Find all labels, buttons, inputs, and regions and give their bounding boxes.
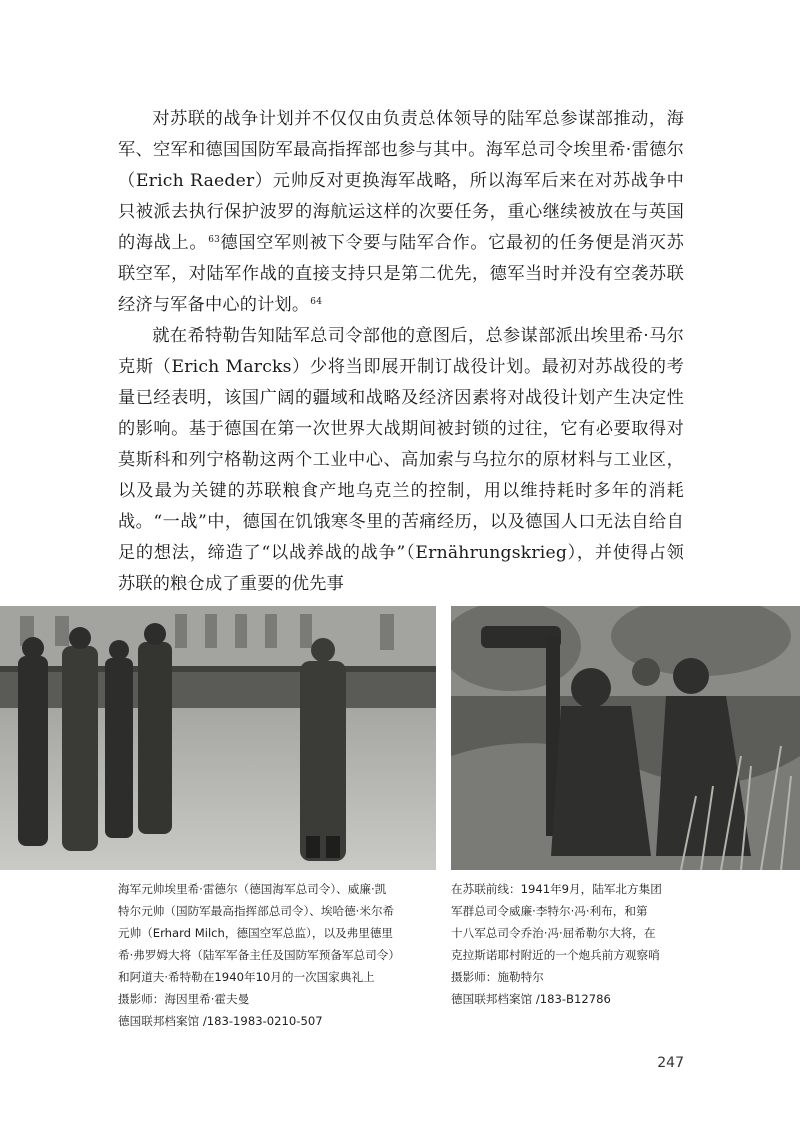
caption-left-line: 特尔元帅（国防军最高指挥部总司令）、埃哈德·米尔希 bbox=[118, 904, 395, 918]
caption-left-line: 希·弗罗姆大将（陆军军备主任及国防军预备军总司令） bbox=[118, 948, 400, 962]
caption-right-line: 克拉斯诺耶村附近的一个炮兵前方观察哨 bbox=[451, 948, 660, 962]
paragraph-1 bbox=[118, 104, 684, 321]
caption-left-archive: 德国联邦档案馆 /183-1983-0210-507 bbox=[118, 1014, 323, 1028]
photo-caption-left bbox=[118, 878, 436, 1032]
paragraph-1-part-2: 德国空军则被下令要与陆军合作。它最初的任务便是消灭苏联空军，对陆军作战的直接支持只是第二优先，德军当时并没有空袭苏联经济与军备中心的计划。 bbox=[118, 233, 684, 315]
caption-left-line: 和阿道夫·希特勒在1940年10月的一次国家典礼上 bbox=[118, 970, 375, 984]
footnote-ref-63[interactable]: 63 bbox=[208, 235, 221, 245]
ceremony-photo bbox=[0, 606, 436, 870]
paragraph-1-part-1: 对苏联的战争计划并不仅仅由负责总体领导的陆军总参谋部推动，海军、空军和德国国防军最高指挥部也参与其中。海军总司令埃里希·雷德尔（Erich Raeder）元帅反对更换海军战略，所以海军后来在对苏战争中只被派去执行保护波罗的海航运这样的次要任务，重心继续被放在与英国的海战上。 bbox=[118, 109, 684, 253]
page-number: 247 bbox=[657, 1055, 684, 1071]
caption-left-line: 元帅（Erhard Milch，德国空军总监），以及弗里德里 bbox=[118, 926, 394, 940]
caption-right-line: 十八军总司令乔治·冯·屈希勒尔大将，在 bbox=[451, 926, 656, 940]
caption-right-photographer: 摄影师：施勒特尔 bbox=[451, 970, 544, 984]
body-text bbox=[118, 104, 684, 600]
observation-post-photo bbox=[451, 606, 800, 870]
caption-right-line: 军群总司令威廉·李特尔·冯·利布，和第 bbox=[451, 904, 648, 918]
caption-right-archive: 德国联邦档案馆 /183-B12786 bbox=[451, 992, 611, 1006]
caption-right-line: 在苏联前线：1941年9月，陆军北方集团 bbox=[451, 882, 662, 896]
caption-left-line: 海军元帅埃里希·雷德尔（德国海军总司令）、威廉·凯 bbox=[118, 882, 387, 896]
footnote-ref-64[interactable]: 64 bbox=[310, 297, 323, 307]
caption-left-photographer: 摄影师：海因里希·霍夫曼 bbox=[118, 992, 250, 1006]
paragraph-2: 就在希特勒告知陆军总司令部他的意图后，总参谋部派出埃里希·马尔克斯（Erich Marcks）少将当即展开制订战役计划。最初对苏战役的考量已经表明，该国广阔的疆域和战略及经济因素将对战役计划产生决定性的影响。基于德国在第一次世界大战期间被封锁的过往，它有必要取得对莫斯科和列宁格勒这两个工业中心、高加索与乌拉尔的原材料与工业区，以及最为关键的苏联粮食产地乌克兰的控制，用以维持耗时多年的消耗战。“一战”中，德国在饥饿寒冬里的苦痛经历，以及德国人口无法自给自足的想法，缔造了“以战养战的战争”（Ernährungskrieg），并使得占领苏联的粮仓成了重要的优先事 bbox=[118, 326, 684, 594]
photo-caption-right bbox=[451, 878, 741, 1010]
